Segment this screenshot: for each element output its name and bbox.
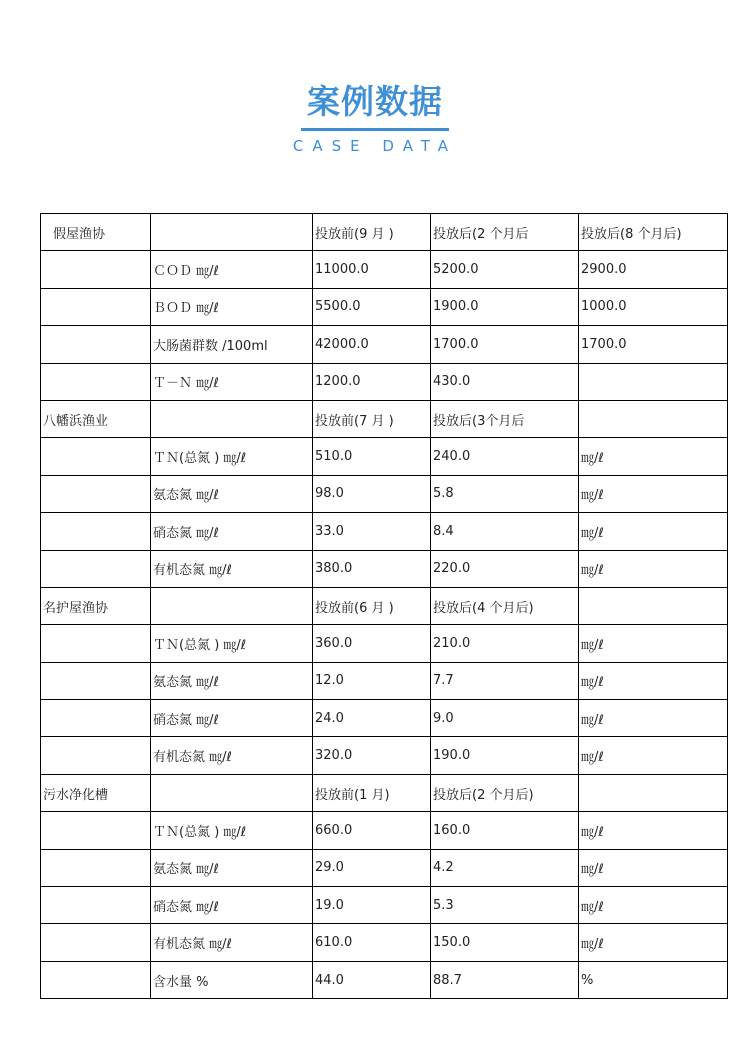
after-cell: 160.0 xyxy=(431,812,579,849)
item-cell xyxy=(151,587,313,624)
table-row xyxy=(41,849,728,886)
item-cell: 硝态氮 ㎎/ℓ xyxy=(151,700,313,737)
after-cell: 5200.0 xyxy=(431,251,579,288)
table-row xyxy=(41,812,728,849)
before-cell: 12.0 xyxy=(313,662,431,699)
after-cell-2: ㎎/ℓ xyxy=(579,812,728,849)
item-cell: 硝态氮 ㎎/ℓ xyxy=(151,513,313,550)
item-cell: Ｔ－Ｎ ㎎/ℓ xyxy=(151,363,313,400)
before-cell: 510.0 xyxy=(313,438,431,475)
before-cell: 320.0 xyxy=(313,737,431,774)
org-cell xyxy=(41,961,151,998)
after-cell-2: ㎎/ℓ xyxy=(579,513,728,550)
item-cell: ＴＮ(总氮 ) ㎎/ℓ xyxy=(151,812,313,849)
item-cell xyxy=(151,774,313,811)
table-row xyxy=(41,737,728,774)
table-row xyxy=(41,550,728,587)
page-title: 案例数据 xyxy=(301,78,449,131)
table-row xyxy=(41,400,728,437)
before-cell: 98.0 xyxy=(313,475,431,512)
org-cell xyxy=(41,475,151,512)
after-cell: 210.0 xyxy=(431,625,579,662)
after-cell-2 xyxy=(579,400,728,437)
after-cell: 9.0 xyxy=(431,700,579,737)
after-cell: 88.7 xyxy=(431,961,579,998)
after-cell-2: ㎎/ℓ xyxy=(579,700,728,737)
after-cell: 190.0 xyxy=(431,737,579,774)
before-cell: 360.0 xyxy=(313,625,431,662)
table-row xyxy=(41,326,728,363)
after-cell-2: ㎎/ℓ xyxy=(579,887,728,924)
table-row xyxy=(41,587,728,624)
org-cell xyxy=(41,924,151,961)
org-cell: 污水净化槽 xyxy=(41,774,151,811)
after-cell: 150.0 xyxy=(431,924,579,961)
before-cell: 投放前(7 月 ) xyxy=(313,400,431,437)
item-cell: 有机态氮 ㎎/ℓ xyxy=(151,737,313,774)
after-cell-2: 2900.0 xyxy=(579,251,728,288)
after-cell-2: ㎎/ℓ xyxy=(579,625,728,662)
after-cell: 8.4 xyxy=(431,513,579,550)
case-data-table xyxy=(40,213,728,999)
after-cell: 5.8 xyxy=(431,475,579,512)
table-row xyxy=(41,625,728,662)
item-cell: 大肠菌群数 /100ml xyxy=(151,326,313,363)
after-cell-2 xyxy=(579,587,728,624)
org-cell xyxy=(41,550,151,587)
after-cell-2: ㎎/ℓ xyxy=(579,662,728,699)
table-row xyxy=(41,961,728,998)
org-cell xyxy=(41,326,151,363)
after-cell-2: ㎎/ℓ xyxy=(579,438,728,475)
item-cell xyxy=(151,400,313,437)
before-cell: 610.0 xyxy=(313,924,431,961)
after-cell-2: 1000.0 xyxy=(579,288,728,325)
after-cell-2: ㎎/ℓ xyxy=(579,849,728,886)
after-cell: 7.7 xyxy=(431,662,579,699)
org-cell xyxy=(41,887,151,924)
table-row xyxy=(41,214,728,251)
item-cell: 有机态氮 ㎎/ℓ xyxy=(151,924,313,961)
before-cell: 投放前(1 月) xyxy=(313,774,431,811)
table-row xyxy=(41,662,728,699)
before-cell: 5500.0 xyxy=(313,288,431,325)
after-cell-2: 投放后(8 个月后) xyxy=(579,214,728,251)
before-cell: 11000.0 xyxy=(313,251,431,288)
before-cell: 投放前(9 月 ) xyxy=(313,214,431,251)
table-row xyxy=(41,363,728,400)
item-cell: ＴＮ(总氮 ) ㎎/ℓ xyxy=(151,438,313,475)
title-block xyxy=(0,78,750,131)
after-cell: 1700.0 xyxy=(431,326,579,363)
before-cell: 33.0 xyxy=(313,513,431,550)
before-cell: 42000.0 xyxy=(313,326,431,363)
before-cell: 投放前(6 月 ) xyxy=(313,587,431,624)
item-cell: 硝态氮 ㎎/ℓ xyxy=(151,887,313,924)
after-cell: 投放后(4 个月后) xyxy=(431,587,579,624)
table-row xyxy=(41,700,728,737)
after-cell: 1900.0 xyxy=(431,288,579,325)
after-cell: 220.0 xyxy=(431,550,579,587)
org-cell xyxy=(41,849,151,886)
after-cell: 240.0 xyxy=(431,438,579,475)
item-cell: 氨态氮 ㎎/ℓ xyxy=(151,475,313,512)
org-cell: 八幡浜渔业 xyxy=(41,400,151,437)
item-cell: 氨态氮 ㎎/ℓ xyxy=(151,849,313,886)
table-row xyxy=(41,251,728,288)
table-body xyxy=(41,214,728,999)
before-cell: 24.0 xyxy=(313,700,431,737)
after-cell-2: 1700.0 xyxy=(579,326,728,363)
table-row xyxy=(41,513,728,550)
org-cell: 名护屋渔协 xyxy=(41,587,151,624)
org-cell xyxy=(41,737,151,774)
item-cell: ＢＯＤ ㎎/ℓ xyxy=(151,288,313,325)
after-cell-2: % xyxy=(579,961,728,998)
item-cell: 有机态氮 ㎎/ℓ xyxy=(151,550,313,587)
after-cell: 5.3 xyxy=(431,887,579,924)
org-cell xyxy=(41,662,151,699)
table-row xyxy=(41,288,728,325)
after-cell-2: ㎎/ℓ xyxy=(579,737,728,774)
org-cell xyxy=(41,812,151,849)
item-cell: 氨态氮 ㎎/ℓ xyxy=(151,662,313,699)
before-cell: 44.0 xyxy=(313,961,431,998)
before-cell: 1200.0 xyxy=(313,363,431,400)
after-cell: 投放后(3个月后 xyxy=(431,400,579,437)
before-cell: 19.0 xyxy=(313,887,431,924)
org-cell xyxy=(41,625,151,662)
org-cell xyxy=(41,251,151,288)
item-cell: ＴＮ(总氮 ) ㎎/ℓ xyxy=(151,625,313,662)
org-cell xyxy=(41,513,151,550)
table-row xyxy=(41,924,728,961)
table-row xyxy=(41,475,728,512)
after-cell: 投放后(2 个月后 xyxy=(431,214,579,251)
after-cell: 430.0 xyxy=(431,363,579,400)
after-cell: 投放后(2 个月后) xyxy=(431,774,579,811)
page-subtitle: CASE DATA xyxy=(292,137,458,155)
after-cell-2: ㎎/ℓ xyxy=(579,924,728,961)
org-cell xyxy=(41,700,151,737)
org-cell xyxy=(41,288,151,325)
table-row xyxy=(41,887,728,924)
table-row xyxy=(41,438,728,475)
org-cell: 假屋渔协 xyxy=(41,214,151,251)
after-cell: 4.2 xyxy=(431,849,579,886)
org-cell xyxy=(41,363,151,400)
after-cell-2: ㎎/ℓ xyxy=(579,475,728,512)
after-cell-2: ㎎/ℓ xyxy=(579,550,728,587)
item-cell: ＣＯＤ ㎎/ℓ xyxy=(151,251,313,288)
table-row xyxy=(41,774,728,811)
before-cell: 380.0 xyxy=(313,550,431,587)
before-cell: 660.0 xyxy=(313,812,431,849)
org-cell xyxy=(41,438,151,475)
after-cell-2 xyxy=(579,774,728,811)
item-cell xyxy=(151,214,313,251)
before-cell: 29.0 xyxy=(313,849,431,886)
after-cell-2 xyxy=(579,363,728,400)
item-cell: 含水量 % xyxy=(151,961,313,998)
